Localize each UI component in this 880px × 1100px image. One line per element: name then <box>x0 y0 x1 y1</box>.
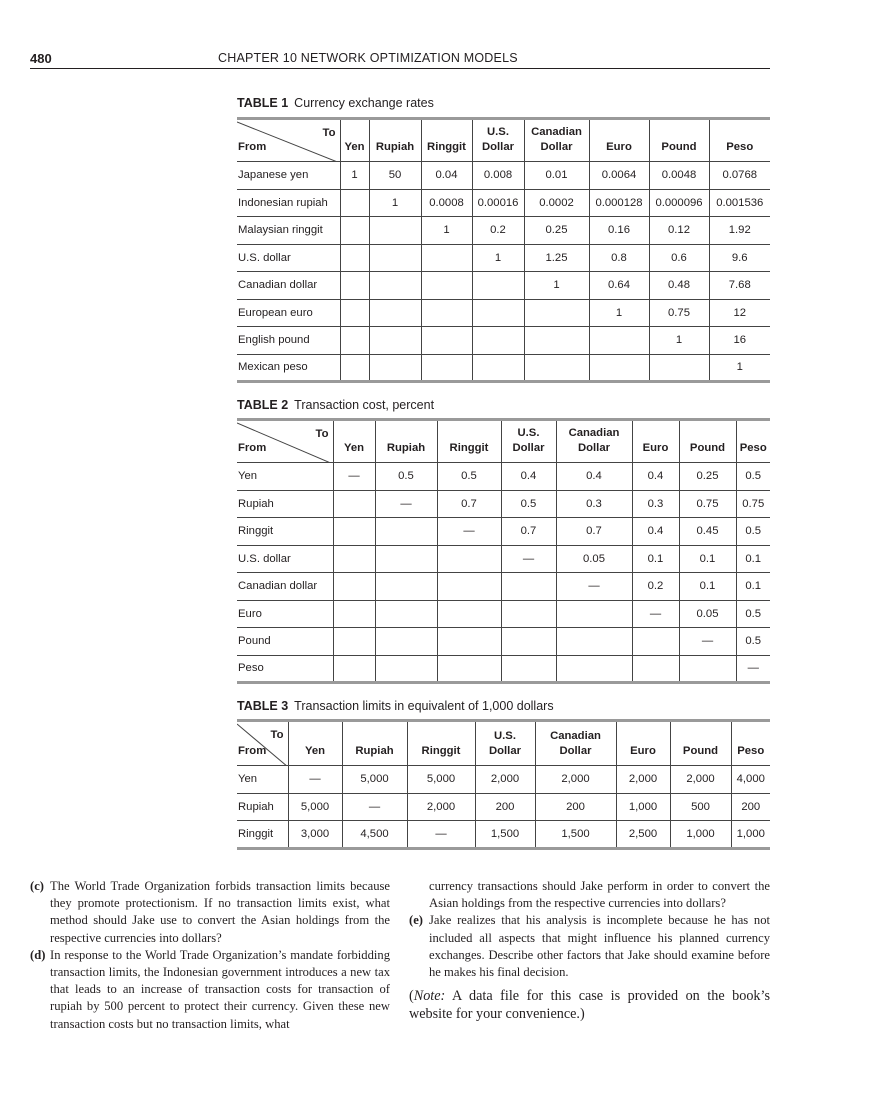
table-row <box>237 573 770 601</box>
column-header-line: U.S. <box>487 126 509 138</box>
table-cell: 0.0002 <box>524 189 589 217</box>
table-1-title <box>237 96 434 110</box>
row-label: European euro <box>237 299 340 327</box>
table-cell: 0.0768 <box>709 162 770 190</box>
table-cell <box>333 518 375 546</box>
table-cell: 0.1 <box>736 545 770 573</box>
table-cell <box>501 600 556 628</box>
row-label: Pound <box>237 628 333 656</box>
column-header-line: Canadian <box>531 126 582 138</box>
column-header-line: Ringgit <box>421 745 461 757</box>
table-cell <box>333 545 375 573</box>
table-cell <box>421 244 472 272</box>
table-cell <box>472 272 524 300</box>
table-row <box>237 766 770 794</box>
table-cell: 0.16 <box>589 217 649 245</box>
table-cell <box>589 327 649 355</box>
column-header <box>679 420 736 463</box>
row-label: Yen <box>237 463 333 491</box>
column-header-line: Rupiah <box>355 745 394 757</box>
column-header <box>475 721 535 766</box>
table-cell <box>369 299 421 327</box>
table-cell: 1.25 <box>524 244 589 272</box>
column-header <box>407 721 475 766</box>
row-label: Canadian dollar <box>237 272 340 300</box>
column-header-line: Euro <box>642 442 669 454</box>
column-header <box>731 721 770 766</box>
column-header-line: Canadian <box>568 427 620 439</box>
table-row <box>237 628 770 656</box>
column-header-line: Euro <box>630 745 656 757</box>
table-cell <box>556 600 632 628</box>
right-text-column <box>409 878 770 1023</box>
table-row <box>237 821 770 849</box>
table-cell: 0.3 <box>632 490 679 518</box>
table-cell: 200 <box>475 793 535 821</box>
header-rule <box>30 68 770 69</box>
row-label: English pound <box>237 327 340 355</box>
table-cell: — <box>407 821 475 849</box>
table-cell: — <box>679 628 736 656</box>
corner-header <box>237 119 340 162</box>
header-row <box>237 119 770 162</box>
table-cell: 0.05 <box>679 600 736 628</box>
table-cell: 2,000 <box>616 766 670 794</box>
column-header-line: Canadian <box>550 730 601 742</box>
column-header <box>288 721 342 766</box>
column-header <box>616 721 670 766</box>
table-cell <box>340 354 369 382</box>
column-header-line: Yen <box>304 745 326 757</box>
column-header-line: Rupiah <box>386 442 426 454</box>
table-cell <box>501 655 556 683</box>
table-cell <box>375 600 437 628</box>
table-row <box>237 463 770 491</box>
table-cell: 0.75 <box>649 299 709 327</box>
table-cell: 0.4 <box>632 463 679 491</box>
header-row <box>237 721 770 766</box>
table-row <box>237 244 770 272</box>
table-cell: 2,500 <box>616 821 670 849</box>
table-cell: 1,500 <box>475 821 535 849</box>
table-cell: 0.000128 <box>589 189 649 217</box>
row-label: Peso <box>237 655 333 683</box>
question-e <box>409 912 770 981</box>
table-cell <box>632 628 679 656</box>
table-label: TABLE 2 <box>237 398 289 412</box>
column-header <box>369 119 421 162</box>
question-label: (d) <box>30 947 46 962</box>
table-cell <box>421 272 472 300</box>
header-row <box>237 420 770 463</box>
corner-header <box>237 420 333 463</box>
column-header-line: Yen <box>344 141 365 153</box>
note-label: Note: <box>413 988 446 1005</box>
column-header-line: Peso <box>739 442 767 454</box>
table-cell: 2,000 <box>475 766 535 794</box>
table-cell: 16 <box>709 327 770 355</box>
table-cell: — <box>501 545 556 573</box>
table-row <box>237 299 770 327</box>
table-caption: Currency exchange rates <box>294 96 434 110</box>
table-cell: 9.6 <box>709 244 770 272</box>
table-cell: 0.7 <box>556 518 632 546</box>
row-label: Indonesian rupiah <box>237 189 340 217</box>
question-label: (e) <box>409 913 423 928</box>
running-header: CHAPTER 10 NETWORK OPTIMIZATION MODELS <box>218 51 518 65</box>
table-cell <box>369 272 421 300</box>
table-cell <box>333 655 375 683</box>
table-cell: 0.05 <box>556 545 632 573</box>
table-cell <box>333 600 375 628</box>
row-label: Ringgit <box>237 518 333 546</box>
table-cell: 1 <box>340 162 369 190</box>
column-header <box>589 119 649 162</box>
table-cell: 0.1 <box>632 545 679 573</box>
table-cell: 2,000 <box>535 766 616 794</box>
column-header-line: U.S. <box>517 427 540 439</box>
table-row <box>237 518 770 546</box>
table-cell: 0.0064 <box>589 162 649 190</box>
column-header <box>472 119 524 162</box>
table-cell: 5,000 <box>288 793 342 821</box>
table-cell: 0.5 <box>736 463 770 491</box>
table-cell <box>501 628 556 656</box>
table-label: TABLE 3 <box>237 699 289 713</box>
table-cell <box>333 628 375 656</box>
column-header-line: Pound <box>682 745 719 757</box>
column-header <box>333 420 375 463</box>
table-cell: 0.000096 <box>649 189 709 217</box>
column-header-line: Dollar <box>481 141 514 153</box>
column-header-line: Pound <box>689 442 726 454</box>
table-cell: 0.75 <box>736 490 770 518</box>
table-row <box>237 354 770 382</box>
question-d <box>30 947 390 1033</box>
column-header-line: U.S. <box>494 730 516 742</box>
table-cell: 0.01 <box>524 162 589 190</box>
table-cell: 1.92 <box>709 217 770 245</box>
table-cell <box>369 244 421 272</box>
table-cell: 1 <box>524 272 589 300</box>
row-label: Canadian dollar <box>237 573 333 601</box>
table-label: TABLE 1 <box>237 96 289 110</box>
table-row <box>237 327 770 355</box>
question-text: The World Trade Organization forbids transaction limits because they promote protectionism. If no transaction limits exist, what method should Jake use to convert the Asian holdings from the respective currencies into dollars? <box>50 879 390 945</box>
table-cell: 0.1 <box>679 545 736 573</box>
row-label: Rupiah <box>237 490 333 518</box>
row-label: Yen <box>237 766 288 794</box>
column-header <box>501 420 556 463</box>
transaction-limits-table <box>237 719 770 850</box>
table-cell: — <box>556 573 632 601</box>
corner-to: To <box>315 428 329 440</box>
table-cell: 1 <box>369 189 421 217</box>
table-cell: 0.7 <box>437 490 501 518</box>
corner-to: To <box>322 127 336 139</box>
table-cell <box>340 189 369 217</box>
table-row <box>237 162 770 190</box>
column-header-line: Yen <box>343 442 365 454</box>
column-header <box>535 721 616 766</box>
corner-from: From <box>238 141 267 153</box>
table-cell <box>589 354 649 382</box>
table-cell: 0.0008 <box>421 189 472 217</box>
table-row <box>237 217 770 245</box>
row-label: Ringgit <box>237 821 288 849</box>
table-cell <box>375 573 437 601</box>
table-cell: 0.25 <box>524 217 589 245</box>
table-cell: 0.001536 <box>709 189 770 217</box>
corner-from: From <box>238 442 267 454</box>
table-cell: 0.64 <box>589 272 649 300</box>
column-header <box>342 721 407 766</box>
table-cell <box>649 354 709 382</box>
column-header <box>649 119 709 162</box>
table-cell: 1 <box>472 244 524 272</box>
table-cell <box>421 327 472 355</box>
table-cell <box>524 299 589 327</box>
table-cell <box>340 244 369 272</box>
table-caption: Transaction cost, percent <box>294 398 435 412</box>
table-cell: 1 <box>421 217 472 245</box>
table-cell: — <box>342 793 407 821</box>
table-cell: 0.00016 <box>472 189 524 217</box>
table-cell: 5,000 <box>342 766 407 794</box>
table-cell: 0.04 <box>421 162 472 190</box>
table-cell: 0.2 <box>632 573 679 601</box>
note-text: A data file for this case is provided on the book’s website for your convenience.) <box>409 988 770 1023</box>
table-cell: 1 <box>709 354 770 382</box>
table-cell: 0.008 <box>472 162 524 190</box>
table-cell: 0.12 <box>649 217 709 245</box>
table-cell: 0.8 <box>589 244 649 272</box>
page-number: 480 <box>30 51 52 66</box>
column-header <box>340 119 369 162</box>
question-c <box>30 878 390 947</box>
row-label: U.S. dollar <box>237 545 333 573</box>
row-label: U.S. dollar <box>237 244 340 272</box>
table-cell <box>340 327 369 355</box>
table-cell <box>421 299 472 327</box>
left-text-column <box>30 878 390 1033</box>
table-caption: Transaction limits in equivalent of 1,000 dollars <box>294 699 554 713</box>
table-cell <box>375 518 437 546</box>
table-cell: — <box>333 463 375 491</box>
table-cell: — <box>437 518 501 546</box>
table-cell: 0.4 <box>501 463 556 491</box>
table-cell: 0.5 <box>437 463 501 491</box>
table-cell: 200 <box>731 793 770 821</box>
table-cell: 12 <box>709 299 770 327</box>
question-label: (c) <box>30 879 44 893</box>
table-cell <box>437 573 501 601</box>
table-cell: 500 <box>670 793 731 821</box>
table-row <box>237 545 770 573</box>
row-label: Rupiah <box>237 793 288 821</box>
table-cell <box>421 354 472 382</box>
column-header-line: Ringgit <box>449 442 489 454</box>
table-row <box>237 655 770 683</box>
table-cell: 5,000 <box>407 766 475 794</box>
table-cell <box>340 299 369 327</box>
table-cell: 0.5 <box>736 600 770 628</box>
table-cell: 1,000 <box>731 821 770 849</box>
table-cell <box>472 354 524 382</box>
table-cell <box>375 655 437 683</box>
table-cell: 0.1 <box>736 573 770 601</box>
table-cell <box>340 217 369 245</box>
table-cell: 0.45 <box>679 518 736 546</box>
table-cell: 1,000 <box>670 821 731 849</box>
column-header <box>421 119 472 162</box>
column-header-line: Dollar <box>512 442 545 454</box>
table-cell: 4,000 <box>731 766 770 794</box>
question-d-continued: currency transactions should Jake perform in order to convert the Asian holdings from the respective currencies into dollars? <box>429 879 770 911</box>
table-cell <box>369 327 421 355</box>
column-header <box>670 721 731 766</box>
table-cell <box>556 655 632 683</box>
table-2-title <box>237 398 434 412</box>
table-cell <box>369 354 421 382</box>
table-cell <box>472 327 524 355</box>
currency-exchange-table <box>237 117 770 383</box>
table-cell <box>375 628 437 656</box>
table-cell: 1,000 <box>616 793 670 821</box>
table-cell: — <box>736 655 770 683</box>
table-cell: 0.3 <box>556 490 632 518</box>
table-cell: 2,000 <box>407 793 475 821</box>
table-cell: 0.5 <box>736 518 770 546</box>
table-cell <box>333 573 375 601</box>
table-cell: — <box>288 766 342 794</box>
column-header-line: Ringgit <box>427 141 466 153</box>
table-cell <box>524 327 589 355</box>
table-cell: 1 <box>589 299 649 327</box>
column-header-line: Euro <box>606 141 632 153</box>
table-row <box>237 189 770 217</box>
column-header-line: Dollar <box>488 745 521 757</box>
table-cell: 0.5 <box>375 463 437 491</box>
note: (Note: A data file for this case is provided on the book’s website for your convenience.) <box>409 988 770 1023</box>
table-cell <box>369 217 421 245</box>
table-cell <box>679 655 736 683</box>
table-cell: 0.25 <box>679 463 736 491</box>
column-header-line: Pound <box>661 141 697 153</box>
row-label: Mexican peso <box>237 354 340 382</box>
corner-to: To <box>270 729 284 741</box>
table-cell: 7.68 <box>709 272 770 300</box>
column-header-line: Peso <box>737 745 765 757</box>
table-cell <box>524 354 589 382</box>
table-cell: 0.48 <box>649 272 709 300</box>
table-cell: 3,000 <box>288 821 342 849</box>
table-cell <box>437 655 501 683</box>
row-label: Malaysian ringgit <box>237 217 340 245</box>
table-cell: 2,000 <box>670 766 731 794</box>
table-cell <box>501 573 556 601</box>
table-cell <box>556 628 632 656</box>
table-row <box>237 600 770 628</box>
table-cell <box>333 490 375 518</box>
table-cell <box>375 545 437 573</box>
table-cell: 0.75 <box>679 490 736 518</box>
table-cell: 1 <box>649 327 709 355</box>
table-row <box>237 490 770 518</box>
table-cell <box>632 655 679 683</box>
table-cell: 0.1 <box>679 573 736 601</box>
table-cell <box>340 272 369 300</box>
row-label: Japanese yen <box>237 162 340 190</box>
table-row <box>237 272 770 300</box>
table-row <box>237 793 770 821</box>
table-cell <box>437 545 501 573</box>
table-cell: 0.5 <box>736 628 770 656</box>
column-header <box>524 119 589 162</box>
table-cell: 200 <box>535 793 616 821</box>
table-cell: 0.0048 <box>649 162 709 190</box>
table-cell: 0.4 <box>556 463 632 491</box>
table-cell: 0.7 <box>501 518 556 546</box>
table-cell: 50 <box>369 162 421 190</box>
column-header <box>375 420 437 463</box>
table-cell <box>437 600 501 628</box>
table-cell: — <box>375 490 437 518</box>
table-cell <box>437 628 501 656</box>
table-cell: 0.5 <box>501 490 556 518</box>
corner-from: From <box>238 745 267 757</box>
column-header <box>556 420 632 463</box>
table-cell: 0.2 <box>472 217 524 245</box>
table-cell: 1,500 <box>535 821 616 849</box>
column-header-line: Dollar <box>577 442 610 454</box>
column-header <box>709 119 770 162</box>
table-cell: 0.6 <box>649 244 709 272</box>
column-header <box>736 420 770 463</box>
column-header-line: Dollar <box>540 141 573 153</box>
row-label: Euro <box>237 600 333 628</box>
column-header-line: Rupiah <box>375 141 415 153</box>
question-text: In response to the World Trade Organization’s mandate forbidding transaction limits, the Indonesian government introduces a new tax that leads to an increase of transaction costs for transaction of rupiah by 500 percent to protect their currency. Given these new transaction costs but no transaction limits, what <box>50 947 390 1031</box>
table-cell: — <box>632 600 679 628</box>
column-header <box>632 420 679 463</box>
table-cell: 0.4 <box>632 518 679 546</box>
table-cell: 4,500 <box>342 821 407 849</box>
table-cell <box>472 299 524 327</box>
column-header-line: Dollar <box>559 745 592 757</box>
transaction-cost-table <box>237 418 770 684</box>
column-header <box>437 420 501 463</box>
column-header-line: Peso <box>726 141 754 153</box>
table-3-title <box>237 699 554 713</box>
corner-header <box>237 721 288 766</box>
question-text: Jake realizes that his analysis is incomplete because he has not included all aspects that might influence his planned currency exchanges. Describe other factors that Jake should examine before he makes his final decision. <box>429 913 770 980</box>
